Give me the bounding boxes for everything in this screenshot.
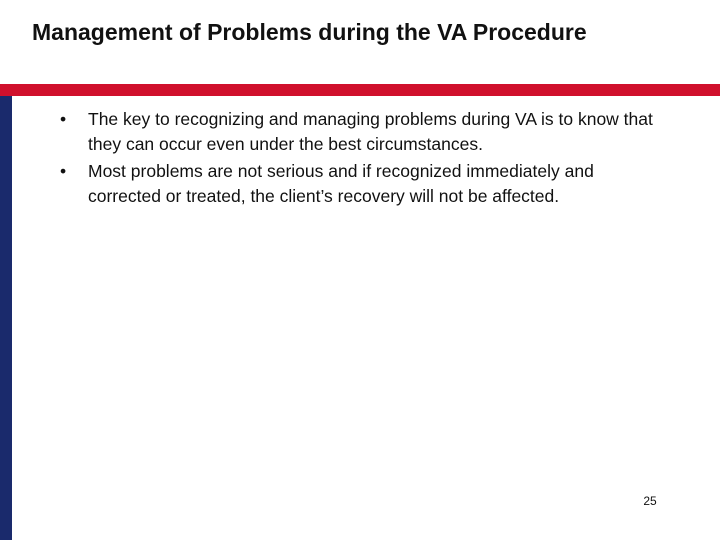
bullet-item bbox=[60, 159, 660, 209]
slide-title: Management of Problems during the VA Procedure bbox=[32, 19, 587, 45]
bullet-list bbox=[60, 107, 660, 211]
bullet-icon: • bbox=[60, 109, 67, 129]
bullet-text: Most problems are not serious and if recognized immediately and corrected or treated, the client’s recovery will not be affected. bbox=[88, 161, 594, 206]
bullet-item bbox=[60, 107, 660, 157]
slide-number: 25 bbox=[643, 494, 657, 508]
left-accent-bar bbox=[0, 96, 12, 540]
bullet-text: The key to recognizing and managing problems during VA is to know that they can occur even under the best circumstances. bbox=[88, 109, 653, 154]
title-divider-bar bbox=[0, 84, 720, 96]
bullet-icon: • bbox=[60, 161, 67, 181]
